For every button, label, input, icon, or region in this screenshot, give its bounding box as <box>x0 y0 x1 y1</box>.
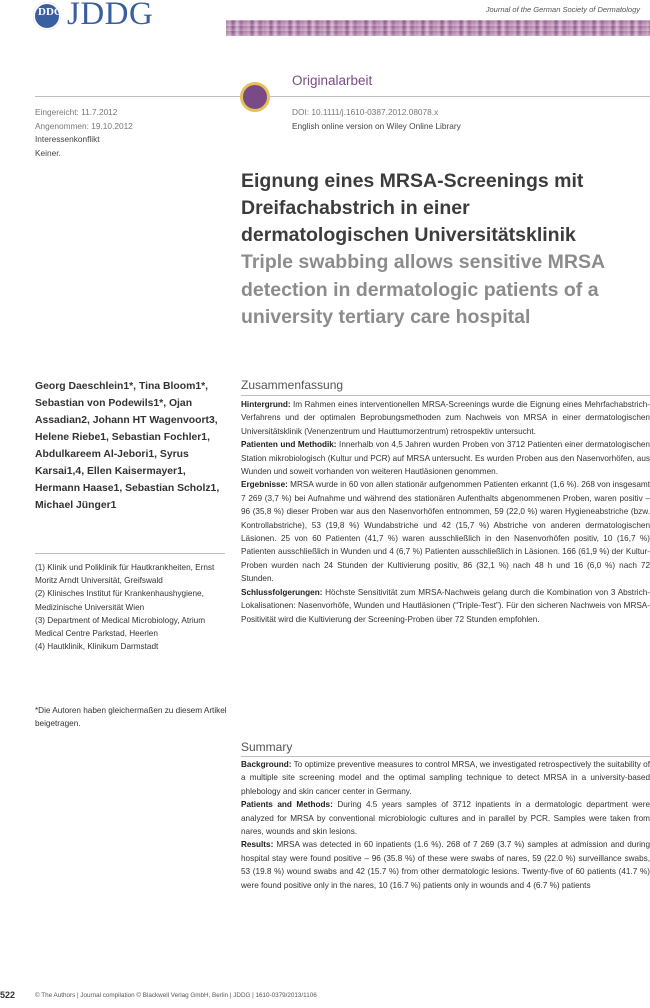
affiliations-divider <box>35 553 225 554</box>
ergebnisse-paragraph <box>241 478 650 585</box>
schluss-text: Höchste Sensitivität zum MRSA-Nachweis gelang durch die Kombination von 3 Abstrich-Lokalisationen: Nasenvorhöfe, Wunden und Hautläsionen (“Triple-Test”). Für den sicheren Nachweis von MRSA-Positivität wird die Kultivierung der Screening-Proben über 72 Stunden empfohlen. <box>241 587 650 624</box>
affiliation-item: (4) Hautklinik, Klinikum Darmstadt <box>35 642 159 652</box>
background-paragraph <box>241 758 650 798</box>
schluss-paragraph <box>241 586 650 626</box>
journal-logo-text: JDDG <box>67 0 154 32</box>
author-list: Georg Daeschlein1*, Tina Bloom1*, Sebastian von Podewils1*, Ojan Assadian2, Johann HT Wagenvoort3, Helene Riebe1, Sebastian Fochler1, Abdulkareem Al-Jebori1, Syrus Karsai1,4, Ellen Kaisermayer1, Hermann Haase1, Sebastian Scholz1, Michael Jünger1 <box>35 381 220 511</box>
doi: DOI: 10.1111/j.1610-0387.2012.08078.x <box>292 107 439 117</box>
affiliation-item: (3) Department of Medical Microbiology, Atrium Medical Centre Parkstad, Heerlen <box>35 615 206 639</box>
ergebnisse-text: MRSA wurde in 60 von allen stationär aufgenommen Patienten erkannt (1,6 %). 268 von insgesamt 7 269 (3,7 %) bei Aufnahme und während des stationären Aufenthalts abgenommenen Proben, waren positiv – 96 (35,8 %) dieser Proben war aus den Nasenvorhöfen entnommen, 59 (22,0 %) waren Hygieneabstriche (bzw. Kontrollabstriche), 53 (19,8 %) Wundabstriche und 42 (15,7 %) Abstriche von anderen dermatologischen Läsionen. 25 von 60 Patienten (41,7 %) waren ausschließlich in den Nasenvorhöfen positiv, 10 (16,7 %) Patienten ausschließlich in Wunden und 4 (6,7 %) Patienten ausschließlich in Läsionen. 166 (61,9 %) der Kultur-Proben wurden nach 24 Stunden der Kultivierung positiv, 86 (32,1 %) nach 48 h und 16 (6,0 %) nach 72 Stunden. <box>241 480 650 584</box>
zusammenfassung-body <box>241 398 650 626</box>
hintergrund-paragraph <box>241 398 650 438</box>
affiliation-item: (1) Klinik und Poliklinik für Hautkrankheiten, Ernst Moritz Arndt Universität, Greifswald <box>35 563 215 586</box>
conflict-value: Keiner. <box>35 147 61 158</box>
background-label: Background: <box>241 760 292 769</box>
section-label: Originalarbeit <box>292 73 373 88</box>
section-marker-icon <box>240 82 270 112</box>
article-dates <box>35 106 133 160</box>
zusammenfassung-divider <box>241 395 650 396</box>
journal-name: Journal of the German Society of Dermatology <box>485 5 640 14</box>
header-image-strip <box>226 20 650 36</box>
affiliation-item: (2) Klinisches Institut für Krankenhaushygiene, Medizinische Universität Wien <box>35 589 204 612</box>
equal-contribution-note: *Die Autoren haben gleichermaßen zu diesem Artikel beigetragen. <box>35 706 227 729</box>
results-text: MRSA was detected in 60 inpatients (1.6 %). 268 of 7 269 (3.7 %) samples at admission and during hospital stay were found positive – 96 (35.8 %) of these were swabs of nares, 59 (22.0 %) surveillance swabs, 53 (19.8 %) wound swabs and 42 (15.7 %) from other dermatologic lesions. Twenty-five of 60 patients (41.7 %) were found positive only in the nares, 10 (16.7 %) patients only in wounds and 4 (6.7 %) patients <box>241 840 650 890</box>
methods-text: During 4.5 years samples of 3712 inpatients in a dermatologic department were analyzed for MRSA by conventional microbiologic cultures and in parallel by PCR. Samples were taken from nares, wounds and skin lesions. <box>241 800 650 837</box>
page-number: 522 <box>0 990 16 1000</box>
online-version: English online version on Wiley Online Library <box>292 120 461 131</box>
methods-label: Patients and Methods: <box>241 800 333 810</box>
methodik-label: Patienten und Methodik: <box>241 440 337 450</box>
hintergrund-text: Im Rahmen eines interventionellen MRSA-Screenings wurde die Eignung eines Mehrfachabstrich-Verfahrens und der optimalen Beprobungsmethoden zum Nachweis von MRSA in einer dermatologischen Universitätsklinik (Venenzentrum und Hauttumorzentrum) retrospektiv untersucht. <box>241 400 650 436</box>
ergebnisse-label: Ergebnisse: <box>241 480 288 490</box>
journal-logo-icon <box>33 2 61 30</box>
results-label: Results: <box>241 840 274 850</box>
conflict-label: Interessenkonflikt <box>35 134 100 144</box>
article-identifiers <box>292 106 461 133</box>
summary-body <box>241 758 650 892</box>
background-text: To optimize preventive measures to control MRSA, we investigated retrospectively the suitability of a multiple site screening model and the optimal sampling technique to detect MRSA in a university-based phlebology and skin cancer center in Germany. <box>241 760 650 796</box>
title-english: Triple swabbing allows sensitive MRSA detection in dermatologic patients of a university tertiary care hospital <box>241 251 605 328</box>
methodik-paragraph <box>241 438 650 478</box>
logo-mark-text: DDG <box>38 6 63 18</box>
copyright-footer: © The Authors | Journal compilation © Blackwell Verlag GmbH, Berlin | JDDG | 1610-0379/2013/1106 <box>35 992 317 999</box>
affiliations <box>35 561 230 653</box>
divider-right <box>264 96 650 97</box>
summary-heading: Summary <box>241 740 293 754</box>
zusammenfassung-heading: Zusammenfassung <box>241 378 344 392</box>
methods-paragraph <box>241 798 650 838</box>
title-german: Eignung eines MRSA-Screenings mit Dreifachabstrich in einer dermatologischen Universitätsklinik <box>241 170 584 246</box>
methodik-text: Innerhalb von 4,5 Jahren wurden Proben von 3712 Patienten einer dermatologischen Station mikrobiologisch (Kultur und PCR) auf MRSA untersucht. Es wurden Proben aus den Nasenvorhöfen, aus Wunden und soweit vorhanden von weiteren Hautläsionen genommen. <box>241 440 650 477</box>
hintergrund-label: Hintergrund: <box>241 400 291 409</box>
results-paragraph <box>241 838 650 892</box>
summary-divider <box>241 756 650 757</box>
divider-left <box>35 96 240 97</box>
submitted-date: Eingereicht: 11.7.2012 <box>35 107 118 117</box>
accepted-date: Angenommen: 19.10.2012 <box>35 120 133 131</box>
schluss-label: Schlussfolgerungen: <box>241 587 323 597</box>
